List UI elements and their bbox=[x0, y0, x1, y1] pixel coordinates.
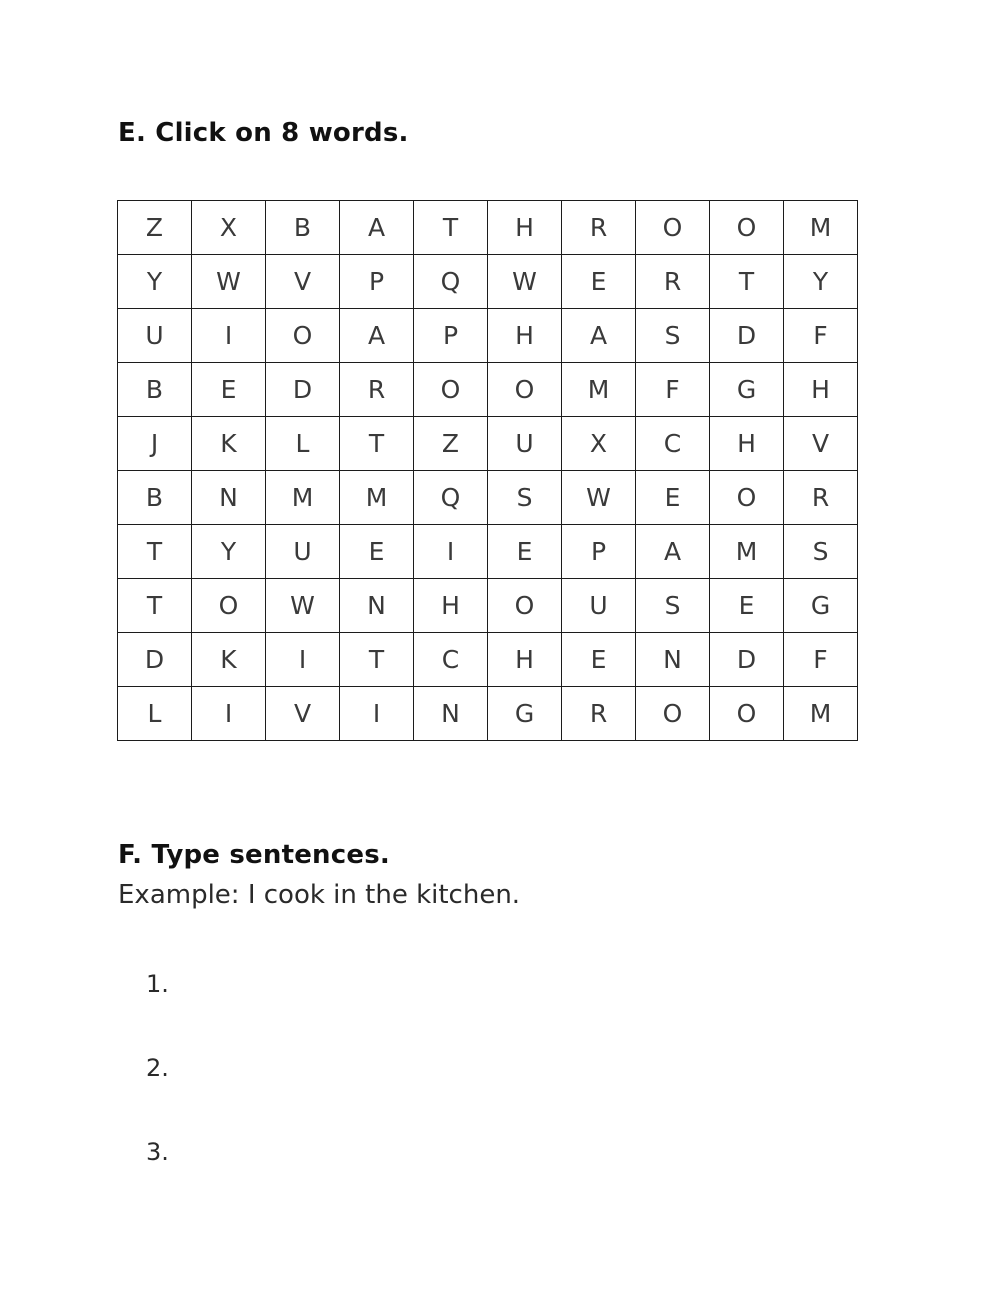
grid-cell[interactable]: B bbox=[266, 201, 340, 255]
grid-cell[interactable]: T bbox=[118, 525, 192, 579]
grid-cell[interactable]: O bbox=[710, 471, 784, 525]
grid-cell[interactable]: Q bbox=[414, 471, 488, 525]
grid-row bbox=[118, 363, 858, 417]
grid-cell[interactable]: E bbox=[562, 255, 636, 309]
grid-cell[interactable]: W bbox=[488, 255, 562, 309]
example-sentence: Example: I cook in the kitchen. bbox=[118, 880, 521, 910]
grid-cell[interactable]: G bbox=[710, 363, 784, 417]
grid-cell[interactable]: Z bbox=[118, 201, 192, 255]
section-f-heading: F. Type sentences. bbox=[118, 840, 390, 870]
grid-cell[interactable]: G bbox=[488, 687, 562, 741]
grid-cell[interactable]: O bbox=[488, 363, 562, 417]
grid-cell[interactable]: P bbox=[414, 309, 488, 363]
grid-cell[interactable]: I bbox=[192, 687, 266, 741]
grid-cell[interactable]: T bbox=[340, 633, 414, 687]
grid-cell[interactable]: N bbox=[414, 687, 488, 741]
grid-cell[interactable]: M bbox=[340, 471, 414, 525]
grid-cell[interactable]: V bbox=[266, 255, 340, 309]
grid-cell[interactable]: D bbox=[266, 363, 340, 417]
grid-cell[interactable]: S bbox=[636, 309, 710, 363]
grid-cell[interactable]: H bbox=[414, 579, 488, 633]
grid-cell[interactable]: O bbox=[192, 579, 266, 633]
answer-input-1[interactable] bbox=[186, 966, 866, 1002]
grid-cell[interactable]: S bbox=[636, 579, 710, 633]
grid-cell[interactable]: U bbox=[266, 525, 340, 579]
grid-cell[interactable]: Y bbox=[118, 255, 192, 309]
answer-input-2[interactable] bbox=[186, 1050, 866, 1086]
grid-row bbox=[118, 309, 858, 363]
grid-cell[interactable]: H bbox=[488, 201, 562, 255]
grid-cell[interactable]: F bbox=[784, 309, 858, 363]
grid-cell[interactable]: D bbox=[710, 633, 784, 687]
grid-cell[interactable]: X bbox=[192, 201, 266, 255]
grid-row bbox=[118, 417, 858, 471]
grid-cell[interactable]: O bbox=[710, 687, 784, 741]
answer-row-2 bbox=[146, 1048, 866, 1088]
grid-cell[interactable]: T bbox=[118, 579, 192, 633]
grid-cell[interactable]: M bbox=[784, 201, 858, 255]
grid-cell[interactable]: W bbox=[266, 579, 340, 633]
grid-cell[interactable]: S bbox=[488, 471, 562, 525]
grid-cell[interactable]: J bbox=[118, 417, 192, 471]
grid-cell[interactable]: E bbox=[562, 633, 636, 687]
grid-cell[interactable]: E bbox=[340, 525, 414, 579]
grid-cell[interactable]: W bbox=[192, 255, 266, 309]
grid-cell[interactable]: P bbox=[340, 255, 414, 309]
grid-cell[interactable]: O bbox=[636, 687, 710, 741]
grid-cell[interactable]: O bbox=[636, 201, 710, 255]
grid-cell[interactable]: T bbox=[340, 417, 414, 471]
grid-cell[interactable]: R bbox=[340, 363, 414, 417]
grid-cell[interactable]: Y bbox=[192, 525, 266, 579]
grid-row bbox=[118, 633, 858, 687]
grid-cell[interactable]: O bbox=[414, 363, 488, 417]
grid-cell[interactable]: A bbox=[340, 309, 414, 363]
grid-cell[interactable]: E bbox=[636, 471, 710, 525]
answer-row-3 bbox=[146, 1132, 866, 1172]
grid-row bbox=[118, 579, 858, 633]
grid-cell[interactable]: I bbox=[192, 309, 266, 363]
grid-cell[interactable]: H bbox=[488, 633, 562, 687]
grid-cell[interactable]: I bbox=[414, 525, 488, 579]
grid-cell[interactable]: I bbox=[266, 633, 340, 687]
grid-cell[interactable]: H bbox=[710, 417, 784, 471]
grid-cell[interactable]: M bbox=[710, 525, 784, 579]
grid-cell[interactable]: M bbox=[562, 363, 636, 417]
grid-cell[interactable]: T bbox=[710, 255, 784, 309]
grid-cell[interactable]: N bbox=[636, 633, 710, 687]
grid-cell[interactable]: F bbox=[784, 633, 858, 687]
grid-row bbox=[118, 525, 858, 579]
grid-cell[interactable]: C bbox=[636, 417, 710, 471]
grid-row bbox=[118, 687, 858, 741]
grid-cell[interactable]: S bbox=[784, 525, 858, 579]
grid-cell[interactable]: X bbox=[562, 417, 636, 471]
grid-cell[interactable]: K bbox=[192, 417, 266, 471]
answer-number: 2. bbox=[146, 1054, 169, 1082]
word-search-grid bbox=[117, 200, 858, 741]
grid-cell[interactable]: O bbox=[266, 309, 340, 363]
grid-cell[interactable]: R bbox=[562, 687, 636, 741]
grid-cell[interactable]: A bbox=[636, 525, 710, 579]
grid-cell[interactable]: N bbox=[192, 471, 266, 525]
grid-cell[interactable]: T bbox=[414, 201, 488, 255]
grid-cell[interactable]: Y bbox=[784, 255, 858, 309]
grid-cell[interactable]: E bbox=[710, 579, 784, 633]
grid-cell[interactable]: D bbox=[118, 633, 192, 687]
grid-row bbox=[118, 471, 858, 525]
grid-cell[interactable]: E bbox=[192, 363, 266, 417]
grid-cell[interactable]: L bbox=[118, 687, 192, 741]
grid-cell[interactable]: W bbox=[562, 471, 636, 525]
grid-cell[interactable]: Q bbox=[414, 255, 488, 309]
answer-number: 3. bbox=[146, 1138, 169, 1166]
grid-cell[interactable]: U bbox=[562, 579, 636, 633]
grid-cell[interactable]: M bbox=[266, 471, 340, 525]
grid-cell[interactable]: V bbox=[266, 687, 340, 741]
section-e-heading: E. Click on 8 words. bbox=[118, 118, 409, 148]
grid-cell[interactable]: K bbox=[192, 633, 266, 687]
grid-row bbox=[118, 255, 858, 309]
answer-input-3[interactable] bbox=[186, 1134, 866, 1170]
grid-cell[interactable]: D bbox=[710, 309, 784, 363]
grid-cell[interactable]: F bbox=[636, 363, 710, 417]
grid-cell[interactable]: H bbox=[784, 363, 858, 417]
grid-cell[interactable]: V bbox=[784, 417, 858, 471]
grid-row bbox=[118, 201, 858, 255]
grid-cell[interactable]: U bbox=[118, 309, 192, 363]
grid-cell[interactable]: L bbox=[266, 417, 340, 471]
answer-row-1 bbox=[146, 964, 866, 1004]
grid-cell[interactable]: H bbox=[488, 309, 562, 363]
grid-cell[interactable]: I bbox=[340, 687, 414, 741]
answer-number: 1. bbox=[146, 970, 169, 998]
grid-cell[interactable]: O bbox=[488, 579, 562, 633]
grid-cell[interactable]: Z bbox=[414, 417, 488, 471]
grid-cell[interactable]: B bbox=[118, 363, 192, 417]
grid-cell[interactable]: O bbox=[710, 201, 784, 255]
grid-cell[interactable]: R bbox=[636, 255, 710, 309]
grid-cell[interactable]: R bbox=[784, 471, 858, 525]
grid-cell[interactable]: U bbox=[488, 417, 562, 471]
grid-cell[interactable]: M bbox=[784, 687, 858, 741]
grid-cell[interactable]: R bbox=[562, 201, 636, 255]
grid-cell[interactable]: C bbox=[414, 633, 488, 687]
grid-cell[interactable]: G bbox=[784, 579, 858, 633]
grid-cell[interactable]: B bbox=[118, 471, 192, 525]
grid-cell[interactable]: A bbox=[340, 201, 414, 255]
grid-cell[interactable]: P bbox=[562, 525, 636, 579]
grid-cell[interactable]: N bbox=[340, 579, 414, 633]
grid-cell[interactable]: A bbox=[562, 309, 636, 363]
grid-cell[interactable]: E bbox=[488, 525, 562, 579]
